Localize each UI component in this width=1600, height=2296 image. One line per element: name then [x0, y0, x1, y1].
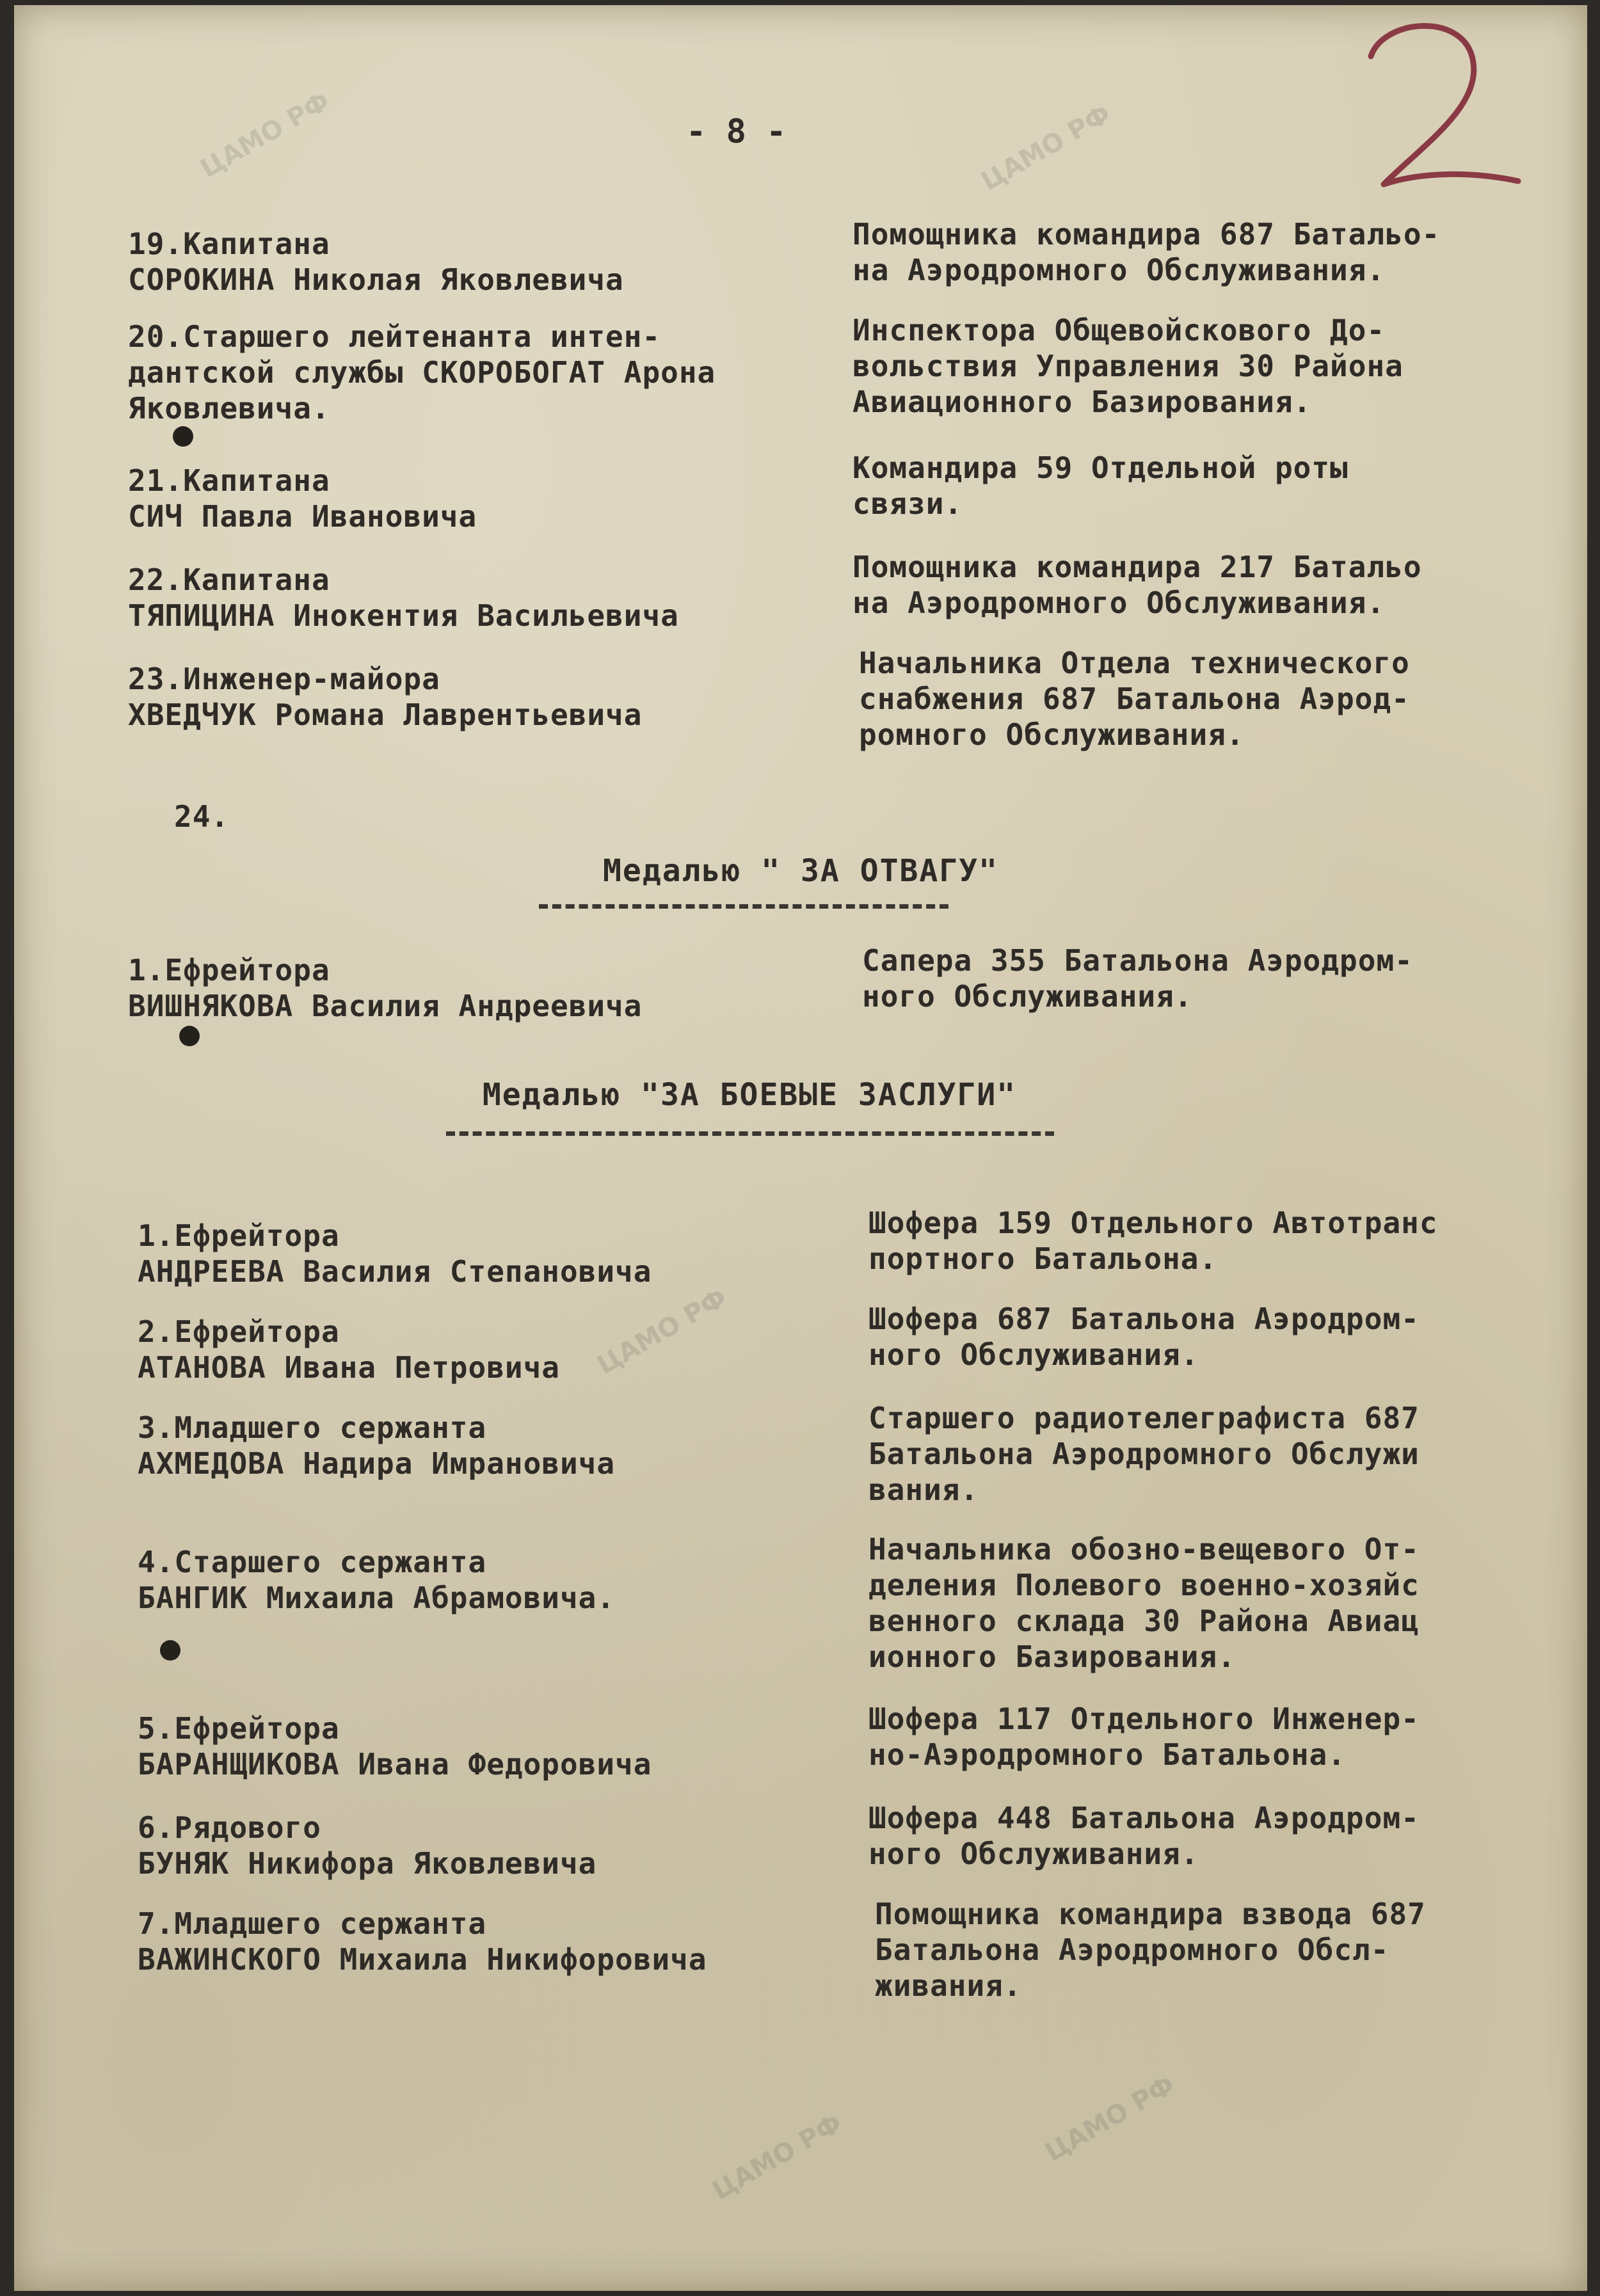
watermark: ЦАМО РФ [1040, 2069, 1180, 2168]
watermark: ЦАМО РФ [707, 2108, 847, 2206]
document-sheet [14, 2, 1587, 2291]
entry-name-21: 21.Капитана СИЧ Павла Ивановича [128, 463, 477, 534]
entry-position-23: Начальника Отдела технического снабжения 687 Батальона Аэрод- ромного Обслуживания. [859, 646, 1410, 752]
entry-position-otvaga-1: Сапера 355 Батальона Аэродром- ного Обслуживания. [862, 943, 1413, 1014]
medal-otvaga-heading: Медалью " ЗА ОТВАГУ" [603, 853, 998, 889]
watermark: ЦАМО РФ [976, 99, 1116, 197]
entry-position-zaslugi-5: Шофера 117 Отдельного Инженер- но-Аэродромного Батальона. [868, 1702, 1420, 1772]
entry-name-23: 23.Инженер-майора ХВЕДЧУК Романа Лаврентьевича [128, 662, 643, 732]
entry-position-zaslugi-3: Старшего радиотелеграфиста 687 Батальона Аэродромного Обслужи вания. [868, 1401, 1420, 1507]
entry-name-zaslugi-3: 3.Младшего сержанта АХМЕДОВА Надира Имрановича [138, 1410, 616, 1481]
handwritten-number [1345, 2, 1537, 206]
entry-position-zaslugi-2: Шофера 687 Батальона Аэродром- ного Обслуживания. [868, 1302, 1420, 1372]
watermark: ЦАМО РФ [195, 86, 335, 184]
entry-name-22: 22.Капитана ТЯПИЦИНА Инокентия Васильевича [128, 562, 679, 633]
entry-name-zaslugi-1: 1.Ефрейтора АНДРЕЕВА Василия Степановича [138, 1218, 652, 1289]
entry-position-22: Помощника командира 217 Батальо на Аэродромного Обслуживания. [852, 550, 1422, 620]
heading-underline [539, 904, 948, 909]
svg-text:2: 2 [1345, 2, 1352, 14]
entry-name-zaslugi-5: 5.Ефрейтора БАРАНЩИКОВА Ивана Федоровича [138, 1711, 652, 1782]
entry-name-zaslugi-4: 4.Старшего сержанта БАНГИК Михаила Абрамовича. [138, 1545, 616, 1615]
watermark: ЦАМО РФ [592, 1282, 732, 1381]
entry-position-zaslugi-4: Начальника обозно-вещевого От- деления Полевого военно-хозяйс венного склада 30 Района Авиац ионного Базирования. [868, 1532, 1420, 1674]
entry-name-otvaga-1: 1.Ефрейтора ВИШНЯКОВА Василия Андреевича [128, 953, 643, 1023]
item-24: 24. [174, 799, 230, 834]
heading-underline [446, 1131, 1054, 1136]
entry-position-20: Инспектора Общевойскового До- вольствия Управления 30 Района Авиационного Базирования. [852, 313, 1404, 419]
entry-position-21: Командира 59 Отдельной роты связи. [852, 450, 1348, 521]
entry-name-zaslugi-6: 6.Рядового БУНЯК Никифора Яковлевича [138, 1810, 597, 1881]
entry-position-zaslugi-1: Шофера 159 Отдельного Автотранс портного Батальона. [868, 1206, 1438, 1276]
entry-name-zaslugi-7: 7.Младшего сержанта ВАЖИНСКОГО Михаила Никифоровича [138, 1906, 707, 1977]
entry-name-zaslugi-2: 2.Ефрейтора АТАНОВА Ивана Петровича [138, 1314, 560, 1385]
entry-name-19: 19.Капитана СОРОКИНА Николая Яковлевича [128, 227, 624, 297]
punch-hole [173, 426, 193, 447]
entry-name-20: 20.Старшего лейтенанта интен- дантской службы СКОРОБОГАТ Арона Яковлевича. [128, 319, 716, 426]
entry-position-19: Помощника командира 687 Батальо- на Аэродромного Обслуживания. [852, 217, 1441, 287]
page-number: - 8 - [686, 113, 787, 151]
punch-hole [160, 1640, 180, 1661]
entry-position-zaslugi-7: Помощника командира взвода 687 Батальона Аэродромного Обсл- живания. [875, 1897, 1426, 2003]
punch-hole [179, 1026, 200, 1046]
entry-position-zaslugi-6: Шофера 448 Батальона Аэродром- ного Обслуживания. [868, 1801, 1420, 1871]
medal-zaslugi-heading: Медалью "ЗА БОЕВЫЕ ЗАСЛУГИ" [482, 1077, 1017, 1113]
